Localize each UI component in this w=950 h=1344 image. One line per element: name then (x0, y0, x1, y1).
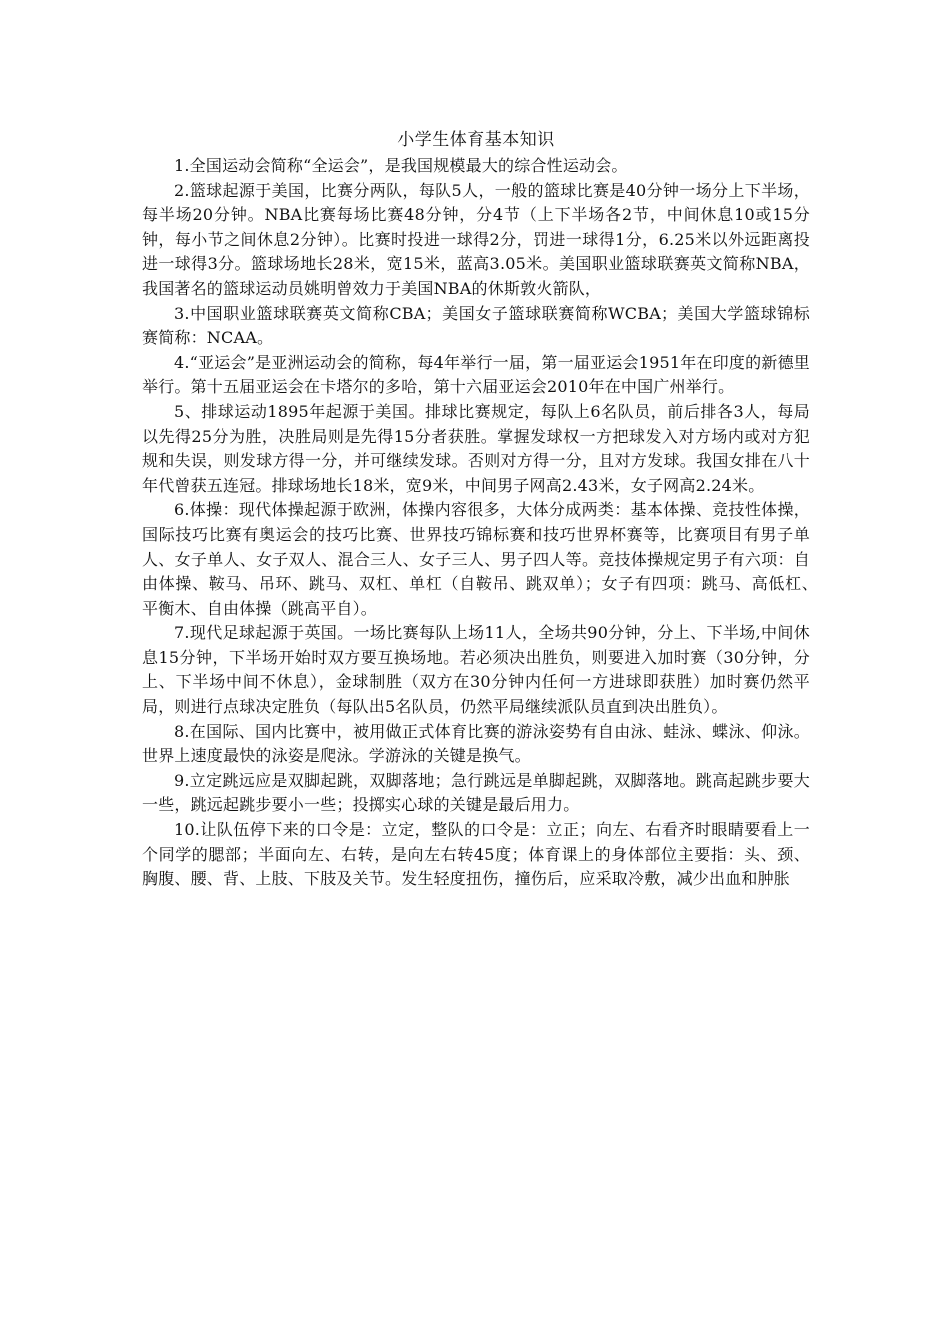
paragraph-commands-first-aid: 10.让队伍停下来的口令是：立定，整队的口令是：立正；向左、右看齐时眼睛要看上一个同学的腮部；半面向左、右转，是向左右转45度；体育课上的身体部位主要指：头、颈、胸腹、腰、背、上肢、下肢及关节。发生轻度扭伤，撞伤后，应采取冷敷，减少出血和肿胀 (142, 820, 810, 889)
paragraph-basketball: 2.篮球起源于美国，比赛分两队，每队5人，一般的篮球比赛是40分钟一场分上下半场，每半场20分钟。NBA比赛每场比赛48分钟，分4节（上下半场各2节，中间休息10或15分钟，每小节之间休息2分钟）。比赛时投进一球得2分，罚进一球得1分，6.25米以外远距离投进一球得3分。篮球场地长28米，宽15米，蓝高3.05米。美国职业篮球联赛英文简称NBA，我国著名的篮球运动员姚明曾效力于美国NBA的休斯敦火箭队， (142, 180, 810, 298)
paragraph-swimming: 8.在国际、国内比赛中，被用做正式体育比赛的游泳姿势有自由泳、蛙泳、蝶泳、仰泳。世界上速度最快的泳姿是爬泳。学游泳的关键是换气。 (142, 721, 810, 766)
paragraph-asian-games: 4.“亚运会”是亚洲运动会的简称，每4年举行一届，第一届亚运会1951年在印度的新德里举行。第十五届亚运会在卡塔尔的多哈，第十六届亚运会2010年在中国广州举行。 (142, 352, 810, 397)
document-page (142, 128, 827, 892)
paragraph-basketball-leagues: 3.中国职业篮球联赛英文简称CBA；美国女子篮球联赛简称WCBA；美国大学篮球锦标赛简称：NCAA。 (142, 303, 810, 348)
paragraph-jumping: 9.立定跳远应是双脚起跳，双脚落地；急行跳远是单脚起跳，双脚落地。跳高起跳步要大一些，跳远起跳步要小一些；投掷实心球的关键是最后用力。 (142, 770, 810, 815)
document-title: 小学生体育基本知识 (397, 130, 555, 150)
paragraph-national-games: 1.全国运动会简称“全运会”，是我国规模最大的综合性运动会。 (174, 156, 628, 175)
paragraph-gymnastics: 6.体操：现代体操起源于欧洲，体操内容很多，大体分成两类：基本体操、竞技性体操，国际技巧比赛有奥运会的技巧比赛、世界技巧锦标赛和技巧世界杯赛等，比赛项目有男子单人、女子单人、女子双人、混合三人、女子三人、男子四人等。竞技体操规定男子有六项：自由体操、鞍马、吊环、跳马、双杠、单杠（自鞍吊、跳双单）；女子有四项：跳马、高低杠、 平衡木、自由体操（跳高平自）。 (142, 500, 827, 618)
paragraph-football: 7.现代足球起源于英国。一场比赛每队上场11人，全场共90分钟，分上、下半场,中间休息15分钟，下半场开始时双方要互换场地。若必须决出胜负，则要进入加时赛（30分钟，分上、下半场中间不休息），金球制胜（双方在30分钟内任何一方进球即获胜）加时赛仍然平局，则进行点球决定胜负（每队出5名队员，仍然平局继续派队员直到决出胜负）。 (142, 623, 810, 717)
paragraph-volleyball: 5、排球运动1895年起源于美国。排球比赛规定，每队上6名队员，前后排各3人，每局以先得25分为胜，决胜局则是先得15分者获胜。掌握发球权一方把球发入对方场内或对方犯规和失误，则发球方得一分，并可继续发球。否则对方得一分，且对方发球。我国女排在八十年代曾获五连冠。排球场地长18米，宽9米，中间男子网高2.43米，女子网高2.24米。 (142, 401, 810, 495)
